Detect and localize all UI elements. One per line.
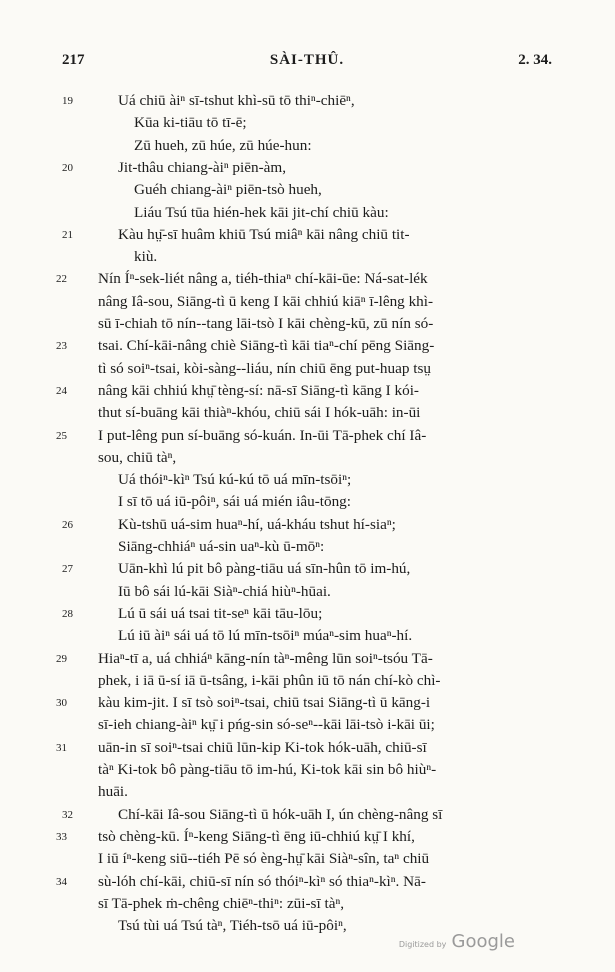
text-line [0,759,615,781]
verse-number: 19 [62,95,73,107]
text-line [0,268,615,290]
text-line [0,224,615,246]
line-text: Zū hueh, zū húe, zū húe-hun: [134,136,312,154]
text-line [0,915,615,937]
line-text: tàⁿ Ki-tok bô pàng-tiāu tō im-hú, Ki-tok kāi sin bô hiùⁿ- [98,761,437,778]
line-text: Kù-tshū uá-sim huaⁿ-hí, uá-kháu tshut hí-siaⁿ; [118,515,396,533]
line-text: I put-lêng pun sí-buāng só-kuán. In-ūi Tā-phek chí Iâ- [98,426,427,444]
text-line [0,291,615,313]
line-text: Lú iū àiⁿ sái uá tō lú mīn-tsōiⁿ múaⁿ-sim huaⁿ-hí. [118,627,413,645]
text-line [0,714,615,736]
line-text: tsò chèng-kū. Íⁿ-keng Siāng-tì ēng iū-chhiú kṳ̄ I khí, [98,827,415,845]
text-line [0,313,615,335]
verse-number: 27 [62,563,73,576]
watermark-prefix: Digitized by [398,940,447,949]
text-line [0,625,615,647]
text-line [0,135,615,157]
line-text: tsai. Chí-kāi-nâng chiè Siāng-tì kāi tiaⁿ-chí pēng Siāng- [98,337,435,355]
text-line [0,670,615,692]
verse-number: 20 [62,161,73,174]
text-line [0,358,615,380]
text-line [0,603,615,625]
text-line [0,246,615,268]
line-text: Siāng-chhiáⁿ uá-sin uaⁿ-kù ū-mōⁿ: [118,538,325,555]
running-title: SÀI-THÛ. [269,52,345,68]
text-line [0,425,615,447]
line-text: sū ī-chiah tō nín--tang lāi-tsò I kāi chèng-kū, zū nín só- [98,315,434,332]
line-text: Lú ū sái uá tsai tit-seⁿ kāi tāu-lōu; [118,604,323,622]
line-text: phek, i iā ū-sí iā ū-tsâng, i-kāi phûn iū tō nán chí-kò chì- [98,671,441,689]
verse-number: 33 [56,830,67,843]
line-text: nâng kāi chhiú khṳ̄ tèng-sí: nā-sī Siāng-tì kāng I kói- [98,381,419,399]
text-line [0,380,615,402]
line-text: Nín Íⁿ-sek-liét nâng a, tiéh-thiaⁿ chí-kāi-ūe: Ná-sat-lék [98,270,428,288]
text-line [0,447,615,469]
line-text: I iū íⁿ-keng siū--tiéh Pē só èng-hṳ̄ kāi Siàⁿ-sîn, taⁿ chiū [98,850,430,868]
line-text: thut sí-buāng kāi thiàⁿ-khóu, chiū sái I hók-uāh: in-ūi [98,404,421,422]
line-text: sī-ieh chiang-àiⁿ kṳ̄ i pńg-sin só-seⁿ--kāi lāi-tsò i-kāi ūi; [98,716,435,734]
line-text: sou, chiū tàⁿ, [98,448,177,466]
text-line [0,491,615,513]
text-line [0,179,615,201]
line-text: uān-in sī soiⁿ-tsai chiū lūn-kip Ki-tok hók-uāh, chiū-sī [98,738,427,756]
line-text: kiù. [134,248,158,266]
text-line [0,737,615,759]
text-line [0,692,615,714]
line-text: tì só soiⁿ-tsai, kòi-sàng--liáu, nín chiū ēng put-huap tsṳ [98,359,431,377]
verse-number: 29 [56,652,67,665]
line-text: Hiaⁿ-tī a, uá chhiáⁿ kāng-nín tàⁿ-mêng lūn soiⁿ-tsóu Tā- [98,649,433,667]
text-line [0,90,615,112]
line-text: Uān-khì lú pit bô pàng-tiāu uá sīn-hûn tō im-hú, [118,560,411,578]
line-text: Uá thóiⁿ-kìⁿ Tsú kú-kú tō uá mīn-tsōiⁿ; [118,471,352,489]
text-line [0,848,615,870]
text-line [0,648,615,670]
page-header [62,52,552,74]
verse-number: 22 [56,273,67,286]
watermark-brand: Google [451,931,515,952]
verse-number: 25 [56,429,67,442]
text-line [0,335,615,357]
line-text: Liáu Tsú tūa hién-hek kāi jit-chí chiū kàu: [134,203,389,221]
text-line [0,893,615,915]
line-text: Kūa ki-tiāu tō tī-ē; [134,114,247,132]
line-text: nâng Iâ-sou, Siāng-tì ū keng I kāi chhiú kiāⁿ ī-lêng khì- [98,292,434,310]
line-text: kàu kim-jit. I sī tsò soiⁿ-tsai, chiū tsai Siāng-tì ū kāng-i [98,694,431,712]
line-text: huāi. [98,783,128,801]
chapter-verse-reference: 2. 34. [518,52,552,68]
verse-number: 21 [62,228,73,241]
verse-number: 31 [56,741,67,754]
text-line [0,558,615,580]
line-text: Chí-kāi Iâ-sou Siāng-tì ū hók-uāh I, ún chèng-nâng sī [118,805,443,823]
text-line [0,804,615,826]
verse-number: 23 [56,340,67,353]
text-line [0,112,615,134]
line-text: I sī tō uá iū-pôiⁿ, sái uá mién iâu-tōng: [118,493,351,511]
verse-number: 32 [62,808,73,821]
verse-number: 34 [56,875,67,888]
text-line [0,781,615,803]
line-text: Kàu hṳ̄-sī huâm khiū Tsú miâⁿ kāi nâng chiū tit- [118,225,410,243]
text-line [0,514,615,536]
text-line [0,402,615,424]
verse-number: 28 [62,607,73,620]
text-line [0,157,615,179]
line-text: sù-lóh chí-kāi, chiū-sī nín só thóiⁿ-kìⁿ só thiaⁿ-kìⁿ. Nā- [98,872,426,890]
verse-number: 24 [56,384,67,397]
text-line [0,581,615,603]
text-line [0,536,615,558]
text-line [0,469,615,491]
verse-number: 26 [62,518,73,531]
page-number: 217 [62,52,85,68]
line-text: Iū bô sái lú-kāi Siàⁿ-chiá hiùⁿ-hūai. [118,582,331,600]
text-line [0,826,615,848]
line-text: Guéh chiang-àiⁿ piēn-tsò hueh, [134,181,322,199]
line-text: sī Tā-phek ṁ-chêng chiēⁿ-thiⁿ: zūi-sī tàⁿ, [98,894,345,912]
line-text: Uá chiū àiⁿ sī-tshut khì-sū tō thiⁿ-chiēⁿ, [118,92,355,109]
line-text: Tsú tùi uá Tsú tàⁿ, Tiéh-tsō uá iū-pôiⁿ, [118,917,347,935]
line-text: Jit-thâu chiang-àiⁿ piēn-àm, [118,158,286,176]
text-line [0,202,615,224]
google-watermark [399,931,515,952]
text-line [0,871,615,893]
verse-number: 30 [56,697,67,710]
